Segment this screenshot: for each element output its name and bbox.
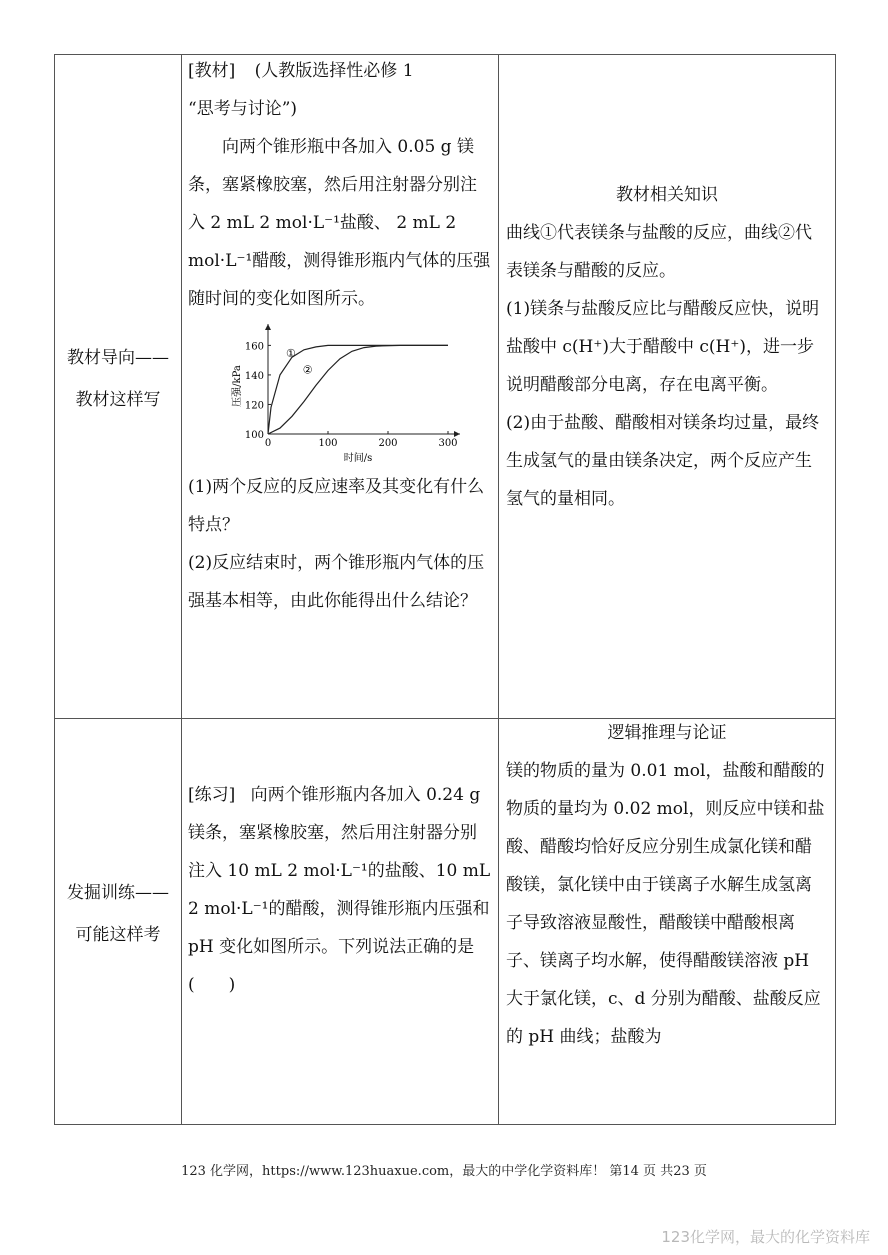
knowledge-p3: (2)由于盐酸、醋酸相对镁条均过量，最终生成氢气的量由镁条决定，两个反应产生氢气的量相同。 (506, 413, 820, 509)
table-right-border (835, 54, 836, 1125)
series-label-1: ① (286, 347, 296, 361)
row2-label-line1: 发掘训练—— (67, 883, 169, 903)
textbook-tag: [教材] (188, 61, 236, 81)
reasoning-heading: 逻辑推理与论证 (607, 723, 727, 743)
knowledge-p2: (1)镁条与盐酸反应比与醋酸反应快，说明盐酸中 c(H⁺)大于醋酸中 c(H⁺)，进一步说明醋酸部分电离，存在电离平衡。 (506, 299, 820, 395)
knowledge-p1: 曲线①代表镁条与盐酸的反应，曲线②代表镁条与醋酸的反应。 (506, 223, 812, 281)
reasoning-p1: 镁的物质的量为 0.01 mol，盐酸和醋酸的物质的量均为 0.02 mol，则反应中镁和盐酸、醋酸均恰好反应分别生成氯化镁和醋酸镁，氯化镁中由于镁离子水解生成氢离子导致溶液显酸性，醋酸镁中醋酸根离子、镁离子均水解，使得醋酸镁溶液 pH 大于氯化镁，c、d 分别为醋酸、盐酸反应的 pH 曲线；盐酸为 (506, 761, 825, 1047)
textbook-body: 向两个锥形瓶中各加入 0.05 g 镁条，塞紧橡胶塞，然后用注射器分别注入 2 mL 2 mol·L⁻¹盐酸、 2 mL 2 mol·L⁻¹醋酸，测得锥形瓶内气体的压强随时间的变化如图所示。 (188, 137, 491, 309)
y-tick-label: 140 (244, 370, 264, 382)
row1-knowledge-cell (506, 176, 828, 518)
row2-reasoning-cell (506, 714, 828, 1056)
textbook-question-2: (2)反应结束时，两个锥形瓶内气体的压强基本相等，由此你能得出什么结论？ (188, 553, 485, 611)
exercise-body: 向两个锥形瓶内各加入 0.24 g 镁条，塞紧橡胶塞，然后用注射器分别注入 10 mL 2 mol·L⁻¹的盐酸、10 mL 2 mol·L⁻¹的醋酸，测得锥形瓶内压强和 pH 变化如图所示。下列说法正确的是 (188, 785, 491, 957)
knowledge-heading: 教材相关知识 (616, 185, 718, 205)
y-tick-label: 160 (244, 341, 264, 353)
row1-label-line2: 教材这样写 (75, 390, 161, 410)
table-col-divider-2 (498, 54, 499, 1125)
textbook-source-line (188, 52, 492, 90)
pressure-chart-svg (228, 322, 468, 470)
y-axis-arrow (265, 324, 271, 330)
row1-label-line1: 教材导向—— (67, 348, 169, 368)
textbook-source-2: “思考与讨论”) (188, 99, 298, 119)
x-tick-label: 0 (264, 438, 272, 449)
x-tick-label: 300 (438, 438, 458, 449)
exercise-tag: [练习] (188, 785, 236, 805)
y-tick-label: 100 (244, 430, 264, 441)
page-footer: 123 化学网，https://www.123huaxue.com，最大的中学化学资料库！ 第14 页 共23 页 (181, 1164, 707, 1179)
x-tick-label: 100 (318, 438, 338, 449)
table-left-border (54, 54, 55, 1125)
table-col-divider-1 (181, 54, 182, 1125)
row2-side-label (54, 872, 182, 956)
series-label-2: ② (302, 363, 313, 377)
row1-textbook-cell (188, 52, 492, 620)
textbook-question-1: (1)两个反应的反应速率及其变化有什么特点？ (188, 477, 485, 535)
table-bottom-border (54, 1124, 836, 1125)
y-axis-label: 压强/kPa (232, 365, 243, 407)
exercise-answer-blank: ( ) (188, 975, 236, 995)
row2-exercise-cell (188, 776, 492, 1004)
pressure-chart (188, 318, 492, 468)
x-axis-arrow (454, 431, 460, 437)
x-axis-label: 时间/s (343, 453, 373, 464)
row1-side-label (54, 337, 182, 421)
textbook-source: (人教版选择性必修 1 (254, 61, 414, 81)
y-tick-label: 120 (244, 400, 264, 412)
row2-label-line2: 可能这样考 (75, 925, 161, 945)
watermark: 123化学网，最大的化学资料库 (661, 1228, 870, 1246)
exercise-text (188, 776, 492, 966)
x-tick-label: 200 (378, 438, 398, 449)
